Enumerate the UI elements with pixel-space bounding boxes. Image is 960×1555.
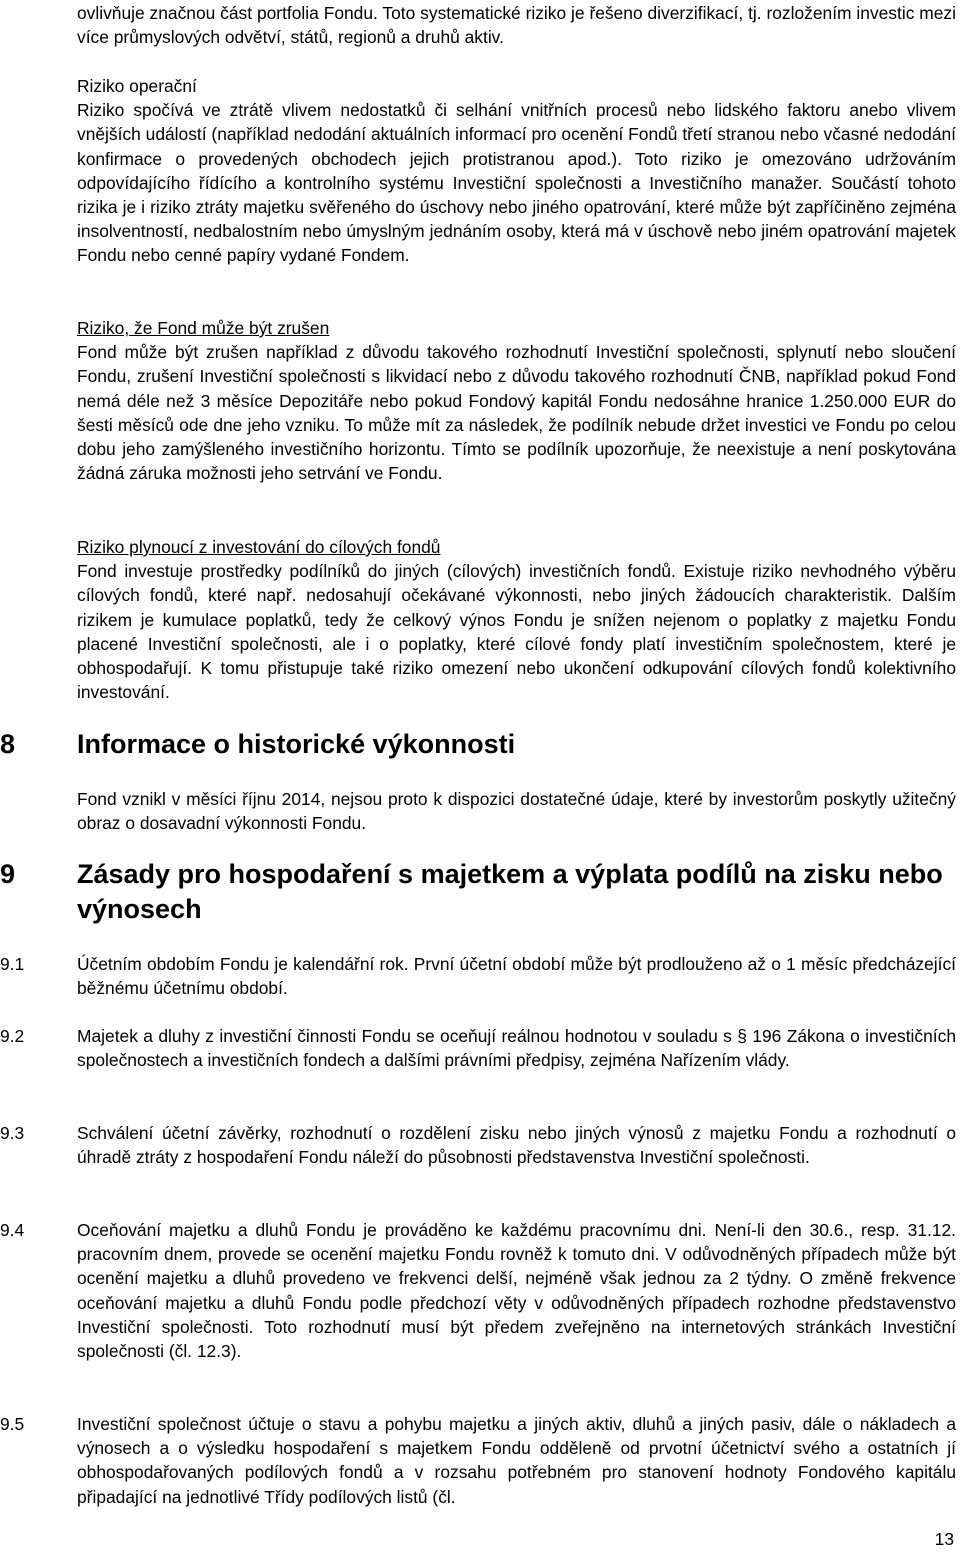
section-9-1 [0,952,956,1000]
section-9-title: Zásady pro hospodaření s majetkem a výplata podílů na zisku nebo výnosech [77,859,943,924]
risk-operational-body: Riziko spočívá ve ztrátě vlivem nedostatků či selhání vnitřních procesů nebo lidského faktoru anebo vlivem vnějších událostí (například nedodání aktuálních informací pro ocenění Fondů třetí stranou nebo včasné nedodání konfirmace o provedených obchodech jejich protistranou apod.). Toto riziko je omezováno udržováním odpovídajícího řídícího a kontrolního systému Investiční společnosti a Investičního manažer. Součástí tohoto rizika je i riziko ztráty majetku svěřeného do úschovy nebo jiného opatrování, které může být zapříčiněno zejména insolventností, nedbalostním nebo úmyslným jednáním osoby, která má v úschově nebo jiném opatrování majetek Fondu nebo cenné papíry vydané Fondem. [77,100,956,266]
section-8-title: Informace o historické výkonnosti [77,729,516,759]
section-9-2 [0,1024,956,1072]
item-number: 9.5 [0,1414,25,1434]
section-8-heading [0,727,956,762]
item-text: Investiční společnost účtuje o stavu a pohybu majetku a jiných aktiv, dluhů a jiných pasiv, dále o nákladech a výnosech a o výsledku hospodaření s majetkem Fondu odděleně od prvotní účetnictví svého a ostatních jí obhospodařovaných podílových fondů a v rozsahu potřebném pro stanovení hodnoty Fondového kapitálu připadající na jednotlivé Třídy podílových listů (čl. [77,1414,956,1507]
item-number: 9.4 [0,1220,25,1240]
risk-target-funds-body: Fond investuje prostředky podílníků do jiných (cílových) investičních fondů. Existuje riziko nevhodného výběru cílových fondů, které např. nedosahují očekávané výkonnosti, nebo jiných žádoucích charakteristik. Dalším rizikem je kumulace poplatků, tedy že celkový výnos Fondu je snížen nejenom o poplatky z majetku Fondu placené Investiční společnosti, ale i o poplatky, které cílové fondy platí investičním společnostem, které je obhospodařují. K tomu přistupuje také riziko omezení nebo ukončení odkupování cílových fondů kolektivního investování. [77,561,956,703]
section-9-4 [0,1218,956,1363]
item-text: Oceňování majetku a dluhů Fondu je prováděno ke každému pracovnímu dni. Není-li den 30.6., resp. 31.12. pracovním dnem, provede se ocenění majetku Fondu rovněž k tomuto dni. V odůvodněných případech může být ocenění majetku a dluhů provedeno ve frekvenci delší, nejméně však jednou za 2 týdny. O změně frekvence oceňování majetku a dluhů Fondu podle předchozí věty v odůvodněných případech rozhodne představenstvo Investiční společnosti. Toto rozhodnutí musí být předem zveřejněno na internetových stránkách Investiční společnosti (čl. 12.3). [77,1220,956,1362]
item-text: Schválení účetní závěrky, rozhodnutí o rozdělení zisku nebo jiných výnosů z majetku Fondu a rozhodnutí o úhradě ztráty z hospodaření Fondu náleží do působnosti představenstva Investiční společnosti. [77,1123,956,1168]
section-8-number: 8 [0,729,16,759]
section-9-heading [0,857,956,927]
risk-fund-cancel-title: Riziko, že Fond může být zrušen [77,318,330,338]
item-text: Účetním obdobím Fondu je kalendářní rok. První účetní období může být prodlouženo až o 1 měsíc předcházející běžnému účetnímu období. [77,954,956,999]
page-number: 13 [934,1529,954,1549]
risk-operational-section [77,74,956,268]
section-9-3 [0,1121,956,1169]
section-9-5 [0,1412,956,1509]
risk-fund-cancel-body: Fond může být zrušen například z důvodu takového rozhodnutí Investiční společnosti, splynutí nebo sloučení Fondu, zrušení Investiční společnosti s likvidací nebo z důvodu takového rozhodnutí ČNB, například pokud Fond nemá déle než 3 měsíce Depozitáře nebo pokud Fondový kapitál Fondu nedosáhne hranice 1.250.000 EUR do šesti měsíců ode dne jeho vzniku. To může mít za následek, že podílník nebude držet investici ve Fondu po celou dobu jeho zamýšleného investičního horizontu. Tímto se podílník upozorňuje, že neexistuje a není poskytována žádná záruka možnosti jeho setrvání ve Fondu. [77,342,956,484]
item-number: 9.2 [0,1026,25,1046]
intro-paragraph [77,1,956,49]
risk-target-funds-section [77,535,956,704]
item-number: 9.3 [0,1123,25,1143]
section-9-number: 9 [0,859,16,889]
item-text: Majetek a dluhy z investiční činnosti Fondu se oceňují reálnou hodnotou v souladu s § 196 Zákona o investičních společnostech a investičních fondech a dalšími právními předpisy, zejména Nařízením vlády. [77,1026,956,1071]
risk-target-funds-title: Riziko plynoucí z investování do cílových fondů [77,537,441,557]
section-8-text: Fond vznikl v měsíci říjnu 2014, nejsou proto k dispozici dostatečné údaje, které by investorům poskytly užitečný obraz o dosavadní výkonnosti Fondu. [77,789,956,834]
section-8-body [77,787,956,835]
risk-operational-title: Riziko operační [77,76,197,96]
item-number: 9.1 [0,954,25,974]
risk-fund-cancel-section [77,316,956,485]
intro-text: ovlivňuje značnou část portfolia Fondu. Toto systematické riziko je řešeno diverzifikací, tj. rozložením investic mezi více průmyslových odvětví, států, regionů a druhů aktiv. [77,3,956,48]
